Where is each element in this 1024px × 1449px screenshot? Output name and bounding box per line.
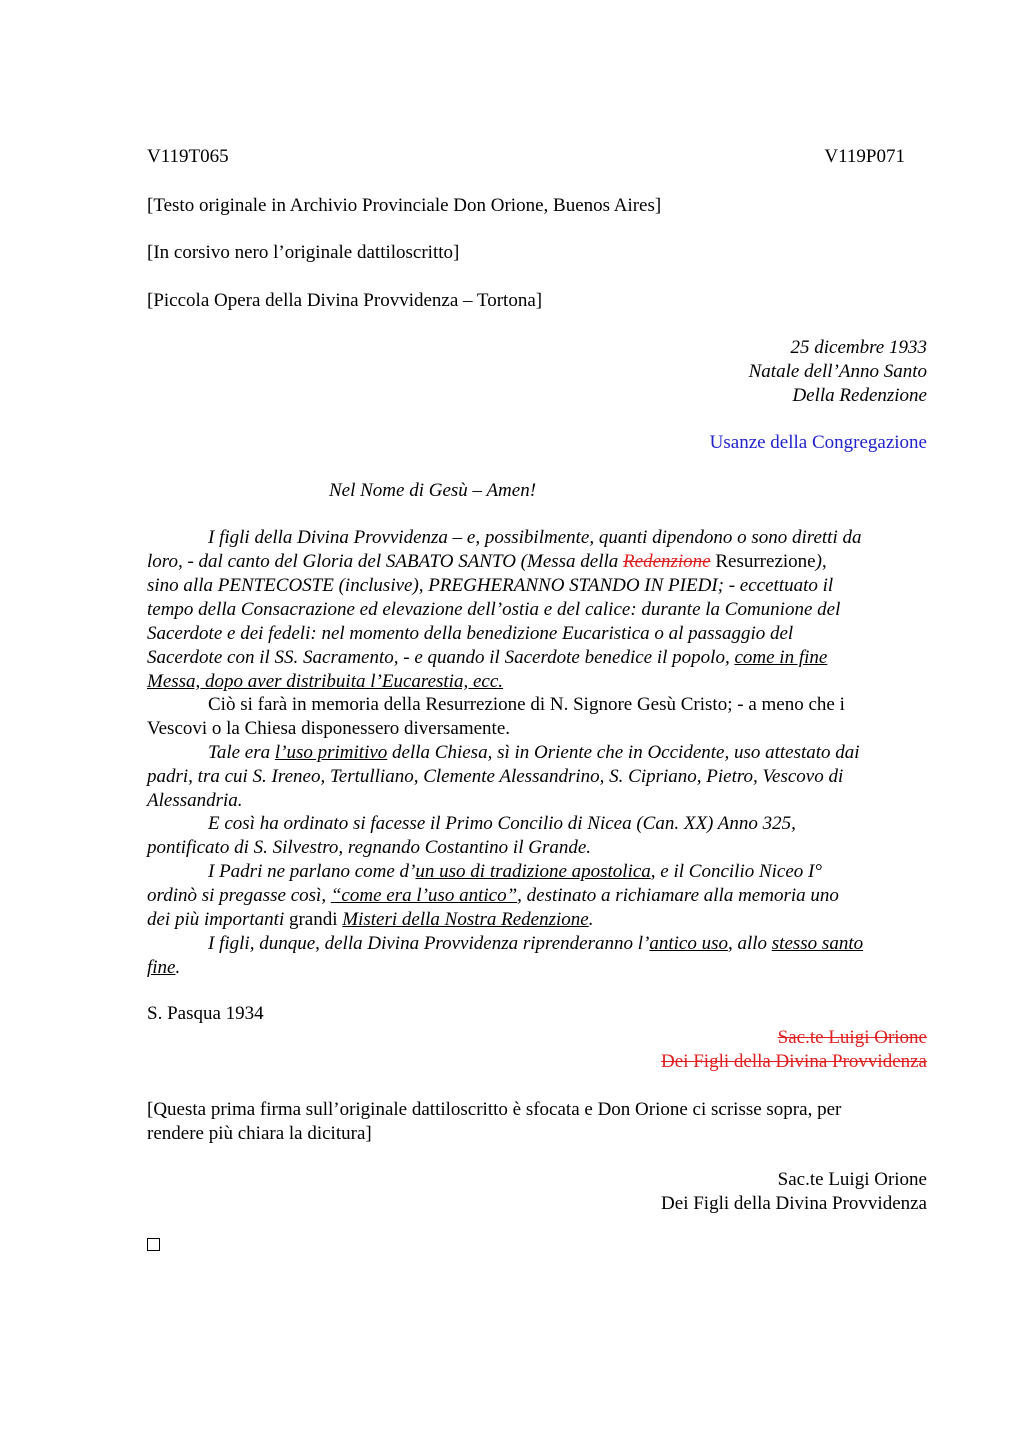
text: , allo	[727, 933, 772, 954]
text: I figli, dunque, della Divina Provvidenza riprenderanno l’	[208, 933, 650, 954]
italic-note: [In corsivo nero l’originale dattiloscritto]	[147, 242, 460, 263]
inserted-word: Resurrezione	[710, 551, 816, 572]
upright-word: grandi	[288, 909, 338, 930]
text: ),	[815, 551, 827, 572]
p1-line-2	[147, 550, 927, 574]
underlined-text: “come era l’uso antico”	[330, 885, 518, 906]
header-codes	[147, 145, 927, 169]
dateline-2: Natale dell’Anno Santo	[748, 361, 927, 382]
p1-line-3: sino alla PENTECOSTE (inclusive), PREGHERANNO STANDO IN PIEDI; - eccettuato il	[147, 575, 834, 596]
text: I Padri ne parlano come d’	[208, 861, 416, 882]
p5-line-1	[147, 860, 927, 884]
p2-line-1: Ciò si farà in memoria della Resurrezione di N. Signore Gesù Cristo; - a meno che i	[208, 694, 845, 715]
p5-line-2	[147, 884, 927, 908]
text: .	[588, 909, 594, 930]
underlined-text: antico uso	[649, 933, 728, 954]
p6-line-1	[147, 932, 927, 956]
archive-note: [Testo originale in Archivio Provinciale Don Orione, Buenos Aires]	[147, 195, 662, 216]
code-right: V119P071	[824, 146, 905, 167]
p1-line-1: I figli della Divina Provvidenza – e, possibilmente, quanti dipendono o sono diretti da	[208, 527, 862, 548]
struck-signature-line-2	[147, 1050, 927, 1074]
text: , destinato a richiamare alla memoria uno	[517, 885, 839, 906]
underlined-text: stesso santo	[771, 933, 864, 954]
struck-signature-line-1	[147, 1026, 927, 1050]
p2-line-2: Vescovi o la Chiesa disponessero diversamente.	[147, 718, 511, 739]
text: Sacerdote con il SS. Sacramento, - e quando il Sacerdote benedice il popolo,	[147, 647, 735, 668]
underlined-text: fine	[147, 957, 176, 978]
underlined-text: un uso di tradizione apostolica	[415, 861, 651, 882]
dateline-1: 25 dicembre 1933	[790, 337, 927, 358]
p1-line-4: tempo della Consacrazione ed elevazione dell’ostia e del calice: durante la Comunione del	[147, 599, 841, 620]
text: ordinò si pregasse così,	[147, 885, 331, 906]
code-left: V119T065	[147, 146, 229, 167]
underlined-text: Misteri della Nostra Redenzione	[342, 909, 589, 930]
p1-line-7	[147, 670, 927, 694]
signature-line-1: Sac.te Luigi Orione	[777, 1169, 927, 1190]
text: della Chiesa, sì in Oriente che in Occidente, uso attestato dai	[387, 742, 860, 763]
struck-text: Dei Figli della Divina Provvidenza	[661, 1051, 927, 1072]
p6-line-2	[147, 956, 927, 980]
text: .	[175, 957, 181, 978]
struck-word: Redenzione	[623, 551, 711, 572]
p4-line-1: E così ha ordinato si facesse il Primo Concilio di Nicea (Can. XX) Anno 325,	[208, 813, 796, 834]
struck-text: Sac.te Luigi Orione	[777, 1027, 927, 1048]
opera-note: [Piccola Opera della Divina Provvidenza – Tortona]	[147, 290, 543, 311]
signature-line-2: Dei Figli della Divina Provvidenza	[661, 1193, 927, 1214]
signature-note-line-1: [Questa prima firma sull’originale dattiloscritto è sfocata e Don Orione ci scrisse sopra, per	[147, 1099, 842, 1120]
p5-line-3	[147, 908, 927, 932]
p3-line-1	[147, 741, 927, 765]
p3-line-3: Alessandria.	[147, 790, 243, 811]
p3-line-2: padri, tra cui S. Ireneo, Tertulliano, Clemente Alessandrino, S. Cipriano, Pietro, Vescovo di	[147, 766, 844, 787]
p1-line-6	[147, 646, 927, 670]
text: , e il Concilio Niceo I°	[650, 861, 822, 882]
checkbox-square-icon	[147, 1238, 160, 1251]
invocation: Nel Nome di Gesù – Amen!	[329, 480, 537, 501]
underlined-text: l’uso primitivo	[274, 742, 388, 763]
text: loro, - dal canto del Gloria del SABATO SANTO (Messa della	[147, 551, 624, 572]
signature-note-line-2: rendere più chiara la dicitura]	[147, 1123, 372, 1144]
text: Tale era	[208, 742, 275, 763]
p4-line-2: pontificato di S. Silvestro, regnando Costantino il Grande.	[147, 837, 592, 858]
section-title: Usanze della Congregazione	[709, 432, 927, 453]
underlined-text: come in fine	[734, 647, 828, 668]
easter-date: S. Pasqua 1934	[147, 1003, 264, 1024]
document-page	[147, 0, 927, 1449]
text: dei più importanti	[147, 909, 289, 930]
underlined-text: Messa, dopo aver distribuita l’Eucarestia, ecc.	[147, 671, 504, 692]
p1-line-5: Sacerdote e dei fedeli: nel momento della benedizione Eucaristica o al passaggio del	[147, 623, 794, 644]
dateline-3: Della Redenzione	[792, 385, 927, 406]
